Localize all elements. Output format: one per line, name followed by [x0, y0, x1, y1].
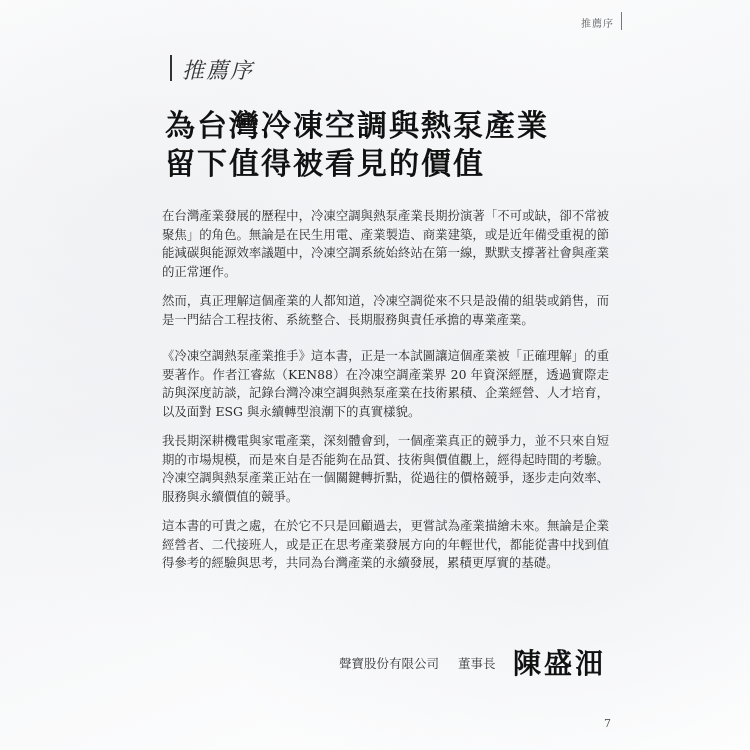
signature-company: 聲寶股份有限公司 [339, 656, 440, 671]
paragraph-5: 這本書的可貴之處，在於它不只是回顧過去，更嘗試為產業描繪未來。無論是企業經營者、二代接班人，或是正在思考產業發展方向的年輕世代，都能從書中找到值得參考的經驗與思考，共同為台灣產業的永續發展，累積更厚實的基礎。 [162, 518, 609, 570]
headline-line-2: 留下值得被看見的價值 [165, 147, 485, 182]
headline-line-1: 為台灣冷凍空調與熱泵產業 [165, 109, 549, 144]
paragraph-3: 《冷凍空調熱泵產業推手》這本書，正是一本試圖讓這個產業被「正確理解」的重要著作。作者江睿紘（KEN88）在冷凍空調產業界 20 年資深經歷，透過實際走訪與深度訪談，記錄台灣冷凍空調與熱泵產業在技術累積、企業經營、人才培育，以及面對 ESG 與永續轉型浪潮下的真實樣貌。 [162, 348, 609, 419]
page-number: 7 [604, 717, 611, 730]
paragraph-2: 然而，真正理解這個產業的人都知道，冷凍空調從來不只是設備的組裝或銷售，而是一門結合工程技術、系統整合、長期服務與責任承擔的專業產業。 [162, 293, 609, 327]
paragraph-4: 我長期深耕機電與家電產業，深刻體會到，一個產業真正的競爭力，並不只來自短期的市場規模，而是來自是否能夠在品質、技術與價值觀上，經得起時間的考驗。冷凍空調與熱泵產業正站在一個關鍵轉折點，從過往的價格競爭，逐步走向效率、服務與永續價值的競爭。 [162, 433, 609, 504]
paragraph-1: 在台灣產業發展的歷程中，冷凍空調與熱泵產業長期扮演著「不可或缺，卻不常被聚焦」的角色。無論是在民生用電、產業製造、商業建築，或是近年備受重視的節能減碳與能源效率議題中，冷凍空調系統始終站在第一線，默默支撐著社會與產業的正常運作。 [162, 208, 609, 279]
headline [165, 108, 549, 184]
section-title: 推薦序 [182, 59, 255, 84]
running-head: 推薦序 [581, 19, 614, 30]
running-head-rule [621, 12, 622, 30]
signature-name: 陳盛沺 [513, 647, 607, 680]
body-text [162, 207, 609, 570]
section-title-bar [170, 55, 172, 81]
signature-role: 董事長 [458, 656, 496, 671]
